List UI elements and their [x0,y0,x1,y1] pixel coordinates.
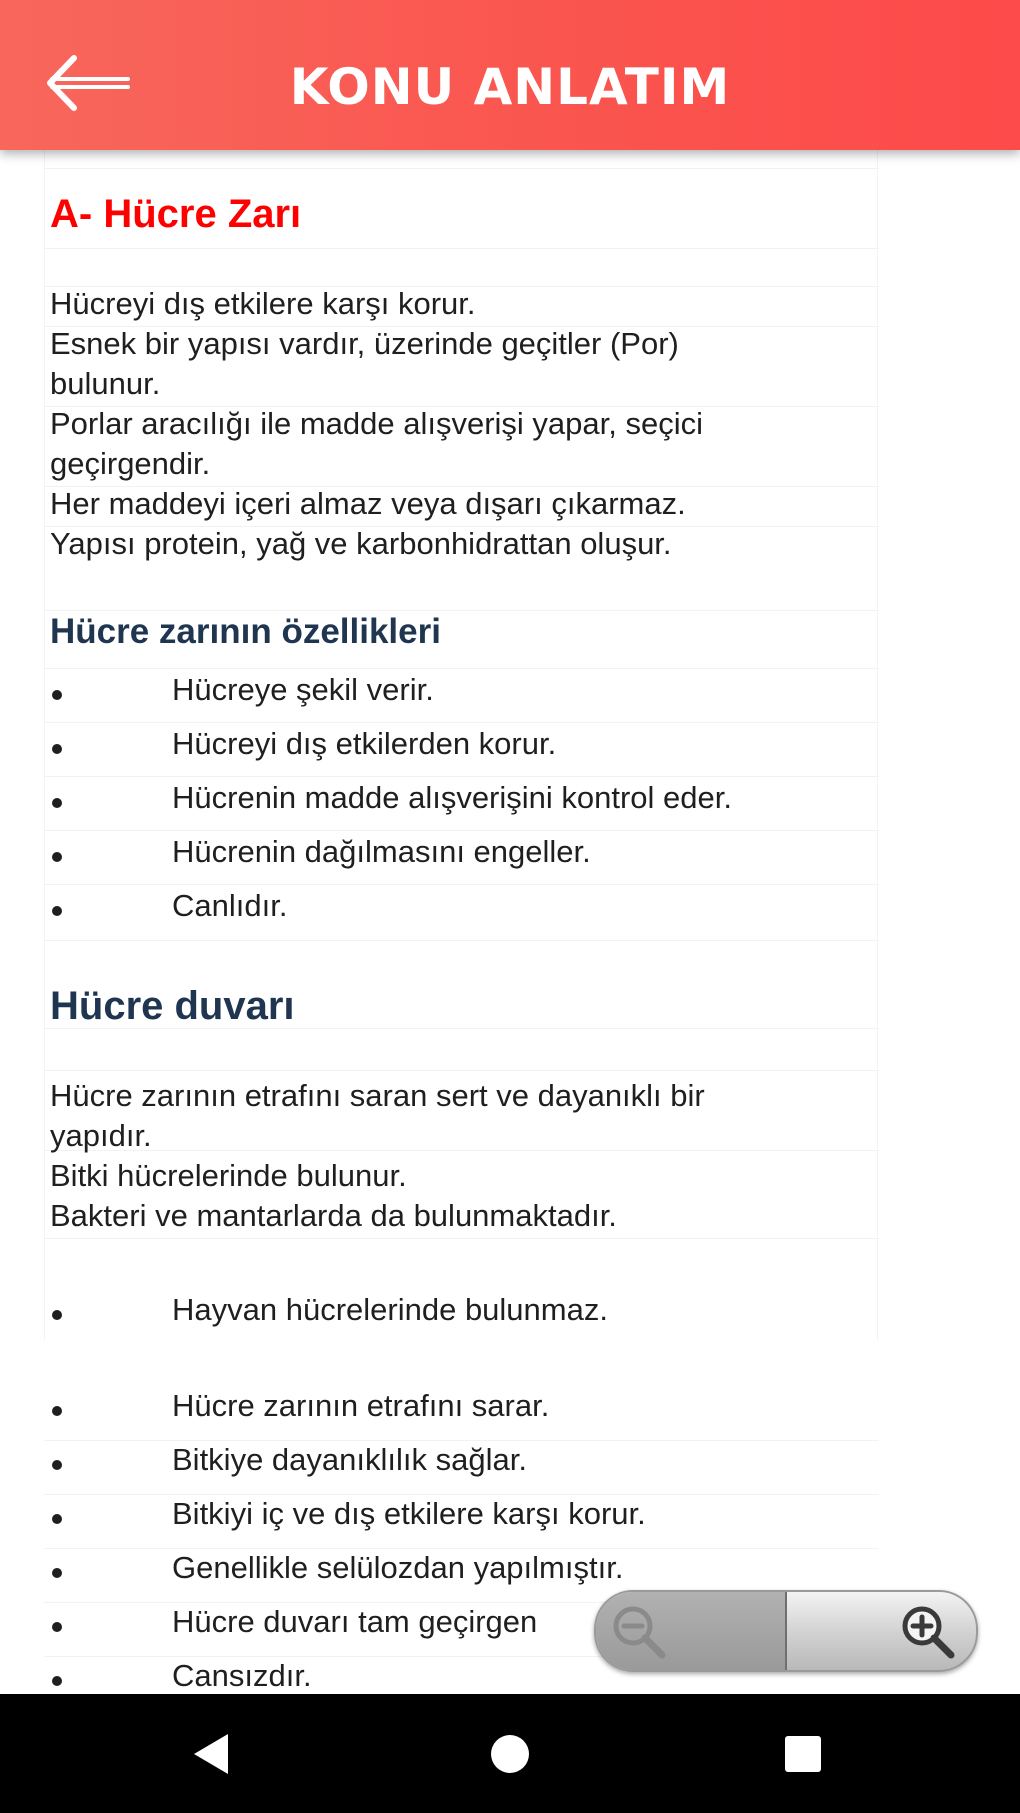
grid-line [44,722,879,723]
grid-line [44,830,879,831]
grid-line [44,1548,879,1549]
list-item: Genellikle selülozdan yapılmıştır. [172,1550,624,1585]
grid-line [44,940,879,941]
grid-line [44,150,45,1340]
nav-recents-button[interactable] [773,1724,833,1784]
grid-line [877,150,878,1340]
list-item: Hücre zarının etrafını sarar. [172,1388,550,1423]
list-item: Bitkiye dayanıklılık sağlar. [172,1442,527,1477]
grid-line [44,776,879,777]
grid-line [44,668,879,669]
list-item: Hücreye şekil verir. [172,672,434,707]
paragraph-line: Yapısı protein, yağ ve karbonhidrattan oluşur. [50,526,672,561]
list-item: Bitkiyi iç ve dış etkilere karşı korur. [172,1496,646,1531]
zoom-out-button[interactable] [596,1592,786,1670]
section-title-cell-membrane: A- Hücre Zarı [50,192,302,236]
bullet-dot [52,744,62,754]
bullet-dot [52,690,62,700]
bullet-dot [52,906,62,916]
paragraph-line: yapıdır. [50,1118,152,1153]
bullet-dot [52,1406,62,1416]
paragraph-line: Esnek bir yapısı vardır, üzerinde geçitler (Por) [50,326,679,361]
nav-back-button[interactable] [182,1724,242,1784]
bullet-dot [52,1514,62,1524]
paragraph-line: Hücre zarının etrafını saran sert ve dayanıklı bir [50,1078,705,1113]
triangle-back-icon [182,1724,242,1784]
bullet-dot [52,1310,62,1320]
system-nav-bar [0,1694,1020,1813]
paragraph-line: Bitki hücrelerinde bulunur. [50,1158,407,1193]
bullet-dot [52,852,62,862]
grid-line [44,1150,879,1151]
bullet-dot [52,1460,62,1470]
list-item: Hayvan hücrelerinde bulunmaz. [172,1292,608,1327]
list-item: Canlıdır. [172,888,288,923]
grid-line [44,610,879,611]
grid-line [44,1070,879,1071]
grid-line [44,884,879,885]
list-item: Hücrenin madde alışverişini kontrol eder. [172,780,732,815]
paragraph-line: Porlar aracılığı ile madde alışverişi yapar, seçici [50,406,703,441]
paragraph-line: bulunur. [50,366,161,401]
zoom-out-icon [610,1603,668,1661]
circle-home-icon [480,1724,540,1784]
square-recents-icon [773,1724,833,1784]
section-heading-membrane-features: Hücre zarının özellikleri [50,612,441,651]
list-item: Hücre duvarı tam geçirgen [172,1604,538,1639]
bullet-dot [52,1568,62,1578]
grid-line [44,1238,879,1239]
bullet-dot [52,1622,62,1632]
paragraph-line: Her maddeyi içeri almaz veya dışarı çıkarmaz. [50,486,686,521]
paragraph-line: Bakteri ve mantarlarda da bulunmaktadır. [50,1198,617,1233]
bullet-dot [52,798,62,808]
section-heading-cell-wall: Hücre duvarı [50,984,295,1028]
page-title: KONU ANLATIM [289,58,731,116]
lesson-content[interactable] [44,150,879,1694]
grid-line [44,248,879,249]
nav-home-button[interactable] [480,1724,540,1784]
list-item: Cansızdır. [172,1658,312,1693]
zoom-in-button[interactable] [787,1592,976,1670]
grid-line [44,168,879,169]
app-bar [0,0,1020,150]
bullet-dot [52,1676,62,1686]
zoom-controls [594,1590,978,1672]
zoom-in-icon [899,1603,957,1661]
grid-line [44,1440,879,1441]
paragraph-line: Hücreyi dış etkilere karşı korur. [50,286,476,321]
paragraph-line: geçirgendir. [50,446,211,481]
list-item: Hücrenin dağılmasını engeller. [172,834,591,869]
grid-line [44,1494,879,1495]
list-item: Hücreyi dış etkilerden korur. [172,726,557,761]
